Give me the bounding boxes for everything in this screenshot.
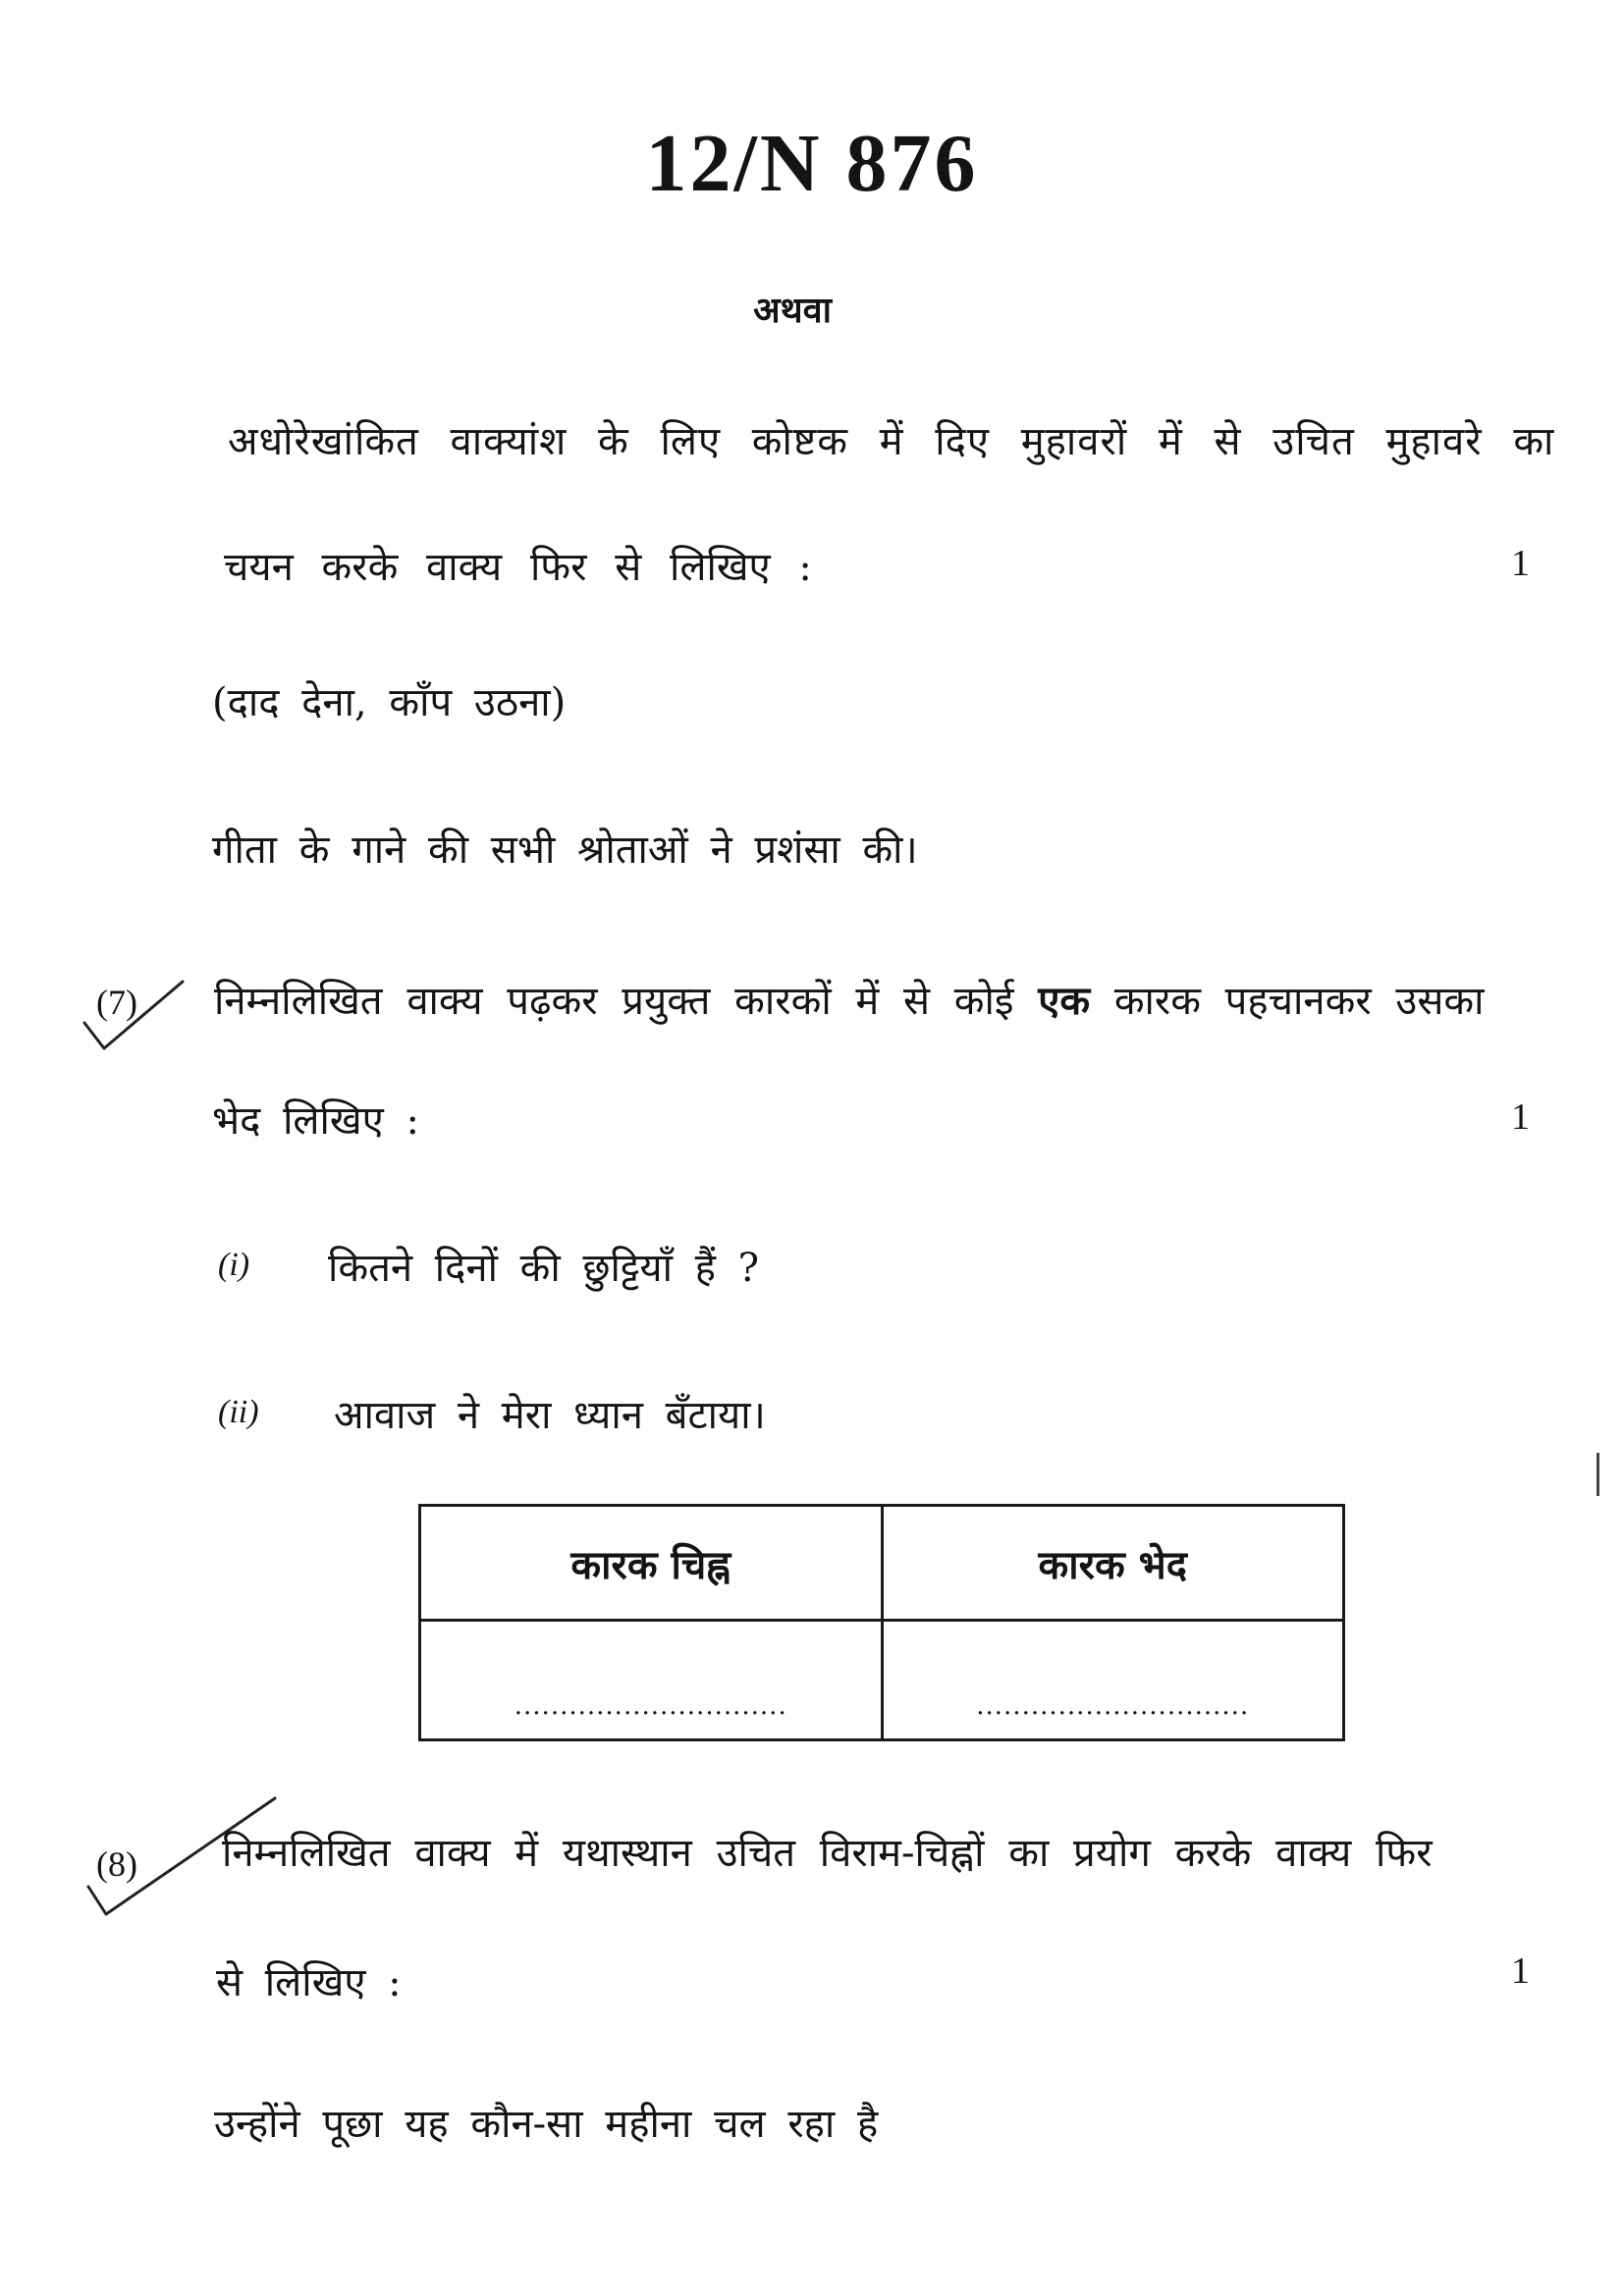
question-8-marks: 1 [1511, 1950, 1530, 1992]
question-8-number: (8) [96, 1844, 137, 1884]
q7-item-2-label: (ii) [218, 1394, 259, 1430]
question-7-number: (7) [96, 983, 137, 1022]
question-8-sentence: उन्होंने पूछा यह कौन-सा महीना चल रहा है [214, 2102, 879, 2147]
q7-item-2-text: आवाज ने मेरा ध्यान बँटाया। [334, 1393, 766, 1438]
or-label: अथवा [753, 290, 832, 331]
q7-item-1-label: (i) [218, 1247, 250, 1283]
question-8-instruction-line-1: निम्नलिखित वाक्य में यथास्थान उचित विराम-चिह्नों का प्रयोग करके वाक्य फिर [222, 1831, 1433, 1876]
or-sentence: गीता के गाने की सभी श्रोताओं ने प्रशंसा की। [212, 828, 918, 873]
q7-instr-post: कारक पहचानकर उसका [1113, 979, 1485, 1024]
table-header-karak-bhed: कारक भेद [882, 1506, 1344, 1621]
margin-mark [1597, 1453, 1599, 1496]
karak-answer-table [418, 1504, 1345, 1741]
or-instruction-line-2: चयन करके वाक्य फिर से लिखिए : [224, 545, 812, 590]
q7-item-1-text: कितने दिनों की छुट्टियाँ हैं ? [328, 1246, 760, 1291]
or-idiom-options: (दाद देना, काँप उठना) [212, 680, 567, 725]
or-marks: 1 [1511, 543, 1530, 584]
q7-instr-pre: निम्नलिखित वाक्य पढ़कर प्रयुक्त कारकों में से कोई [214, 979, 1014, 1024]
or-instruction-line-1: अधोरेखांकित वाक्यांश के लिए कोष्टक में दिए मुहावरों में से उचित मुहावरे का [228, 419, 1555, 464]
q7-instr-emphasis: एक [1038, 978, 1091, 1024]
question-7-marks: 1 [1511, 1096, 1530, 1138]
paper-code: 12/N 876 [645, 118, 979, 209]
answer-blank-karak-bhed[interactable]: .............................. [882, 1621, 1344, 1740]
question-8-instruction-line-2: से लिखिए : [216, 1960, 402, 2005]
table-header-karak-chihn: कारक चिह्न [420, 1506, 883, 1621]
answer-blank-karak-chihn[interactable]: .............................. [420, 1621, 883, 1740]
question-7-instruction-line-1 [214, 972, 1484, 1026]
question-7-instruction-line-2: भेद लिखिए : [212, 1098, 419, 1144]
